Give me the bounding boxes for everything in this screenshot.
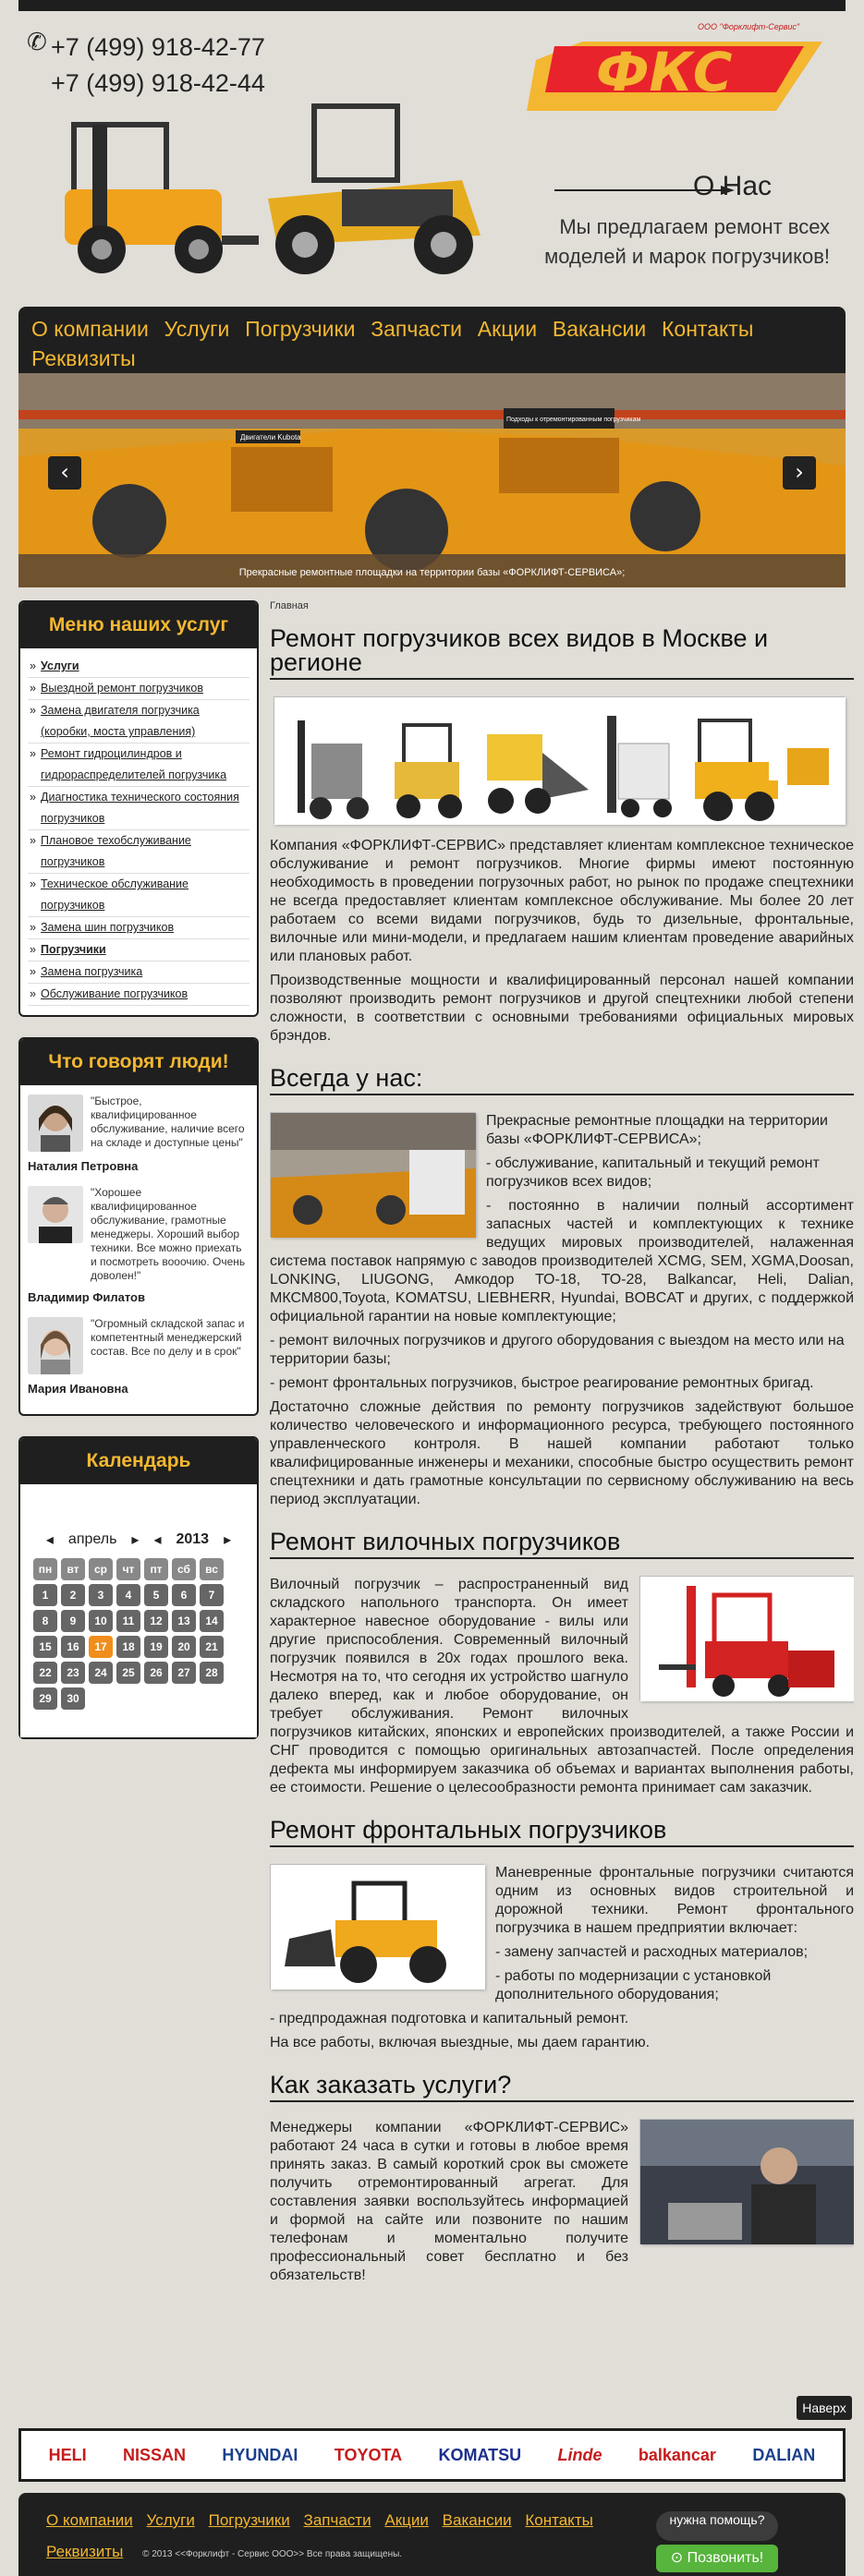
section-title-forklift: Ремонт вилочных погрузчиков — [270, 1530, 854, 1559]
phones — [27, 28, 265, 102]
breadcrumb[interactable]: Главная — [270, 600, 309, 611]
skype-icon: ⊙ — [670, 2550, 688, 2566]
calendar-day[interactable]: 20 — [172, 1636, 196, 1658]
menu-item-maintenance[interactable]: Техническое обслуживание погрузчиков — [41, 877, 189, 912]
front-loader-image — [270, 1864, 484, 1989]
weekday-label: ср — [89, 1558, 113, 1580]
calendar-day[interactable]: 22 — [33, 1662, 57, 1684]
hero-forklifts-image — [37, 97, 517, 277]
menu-item-tires[interactable]: Замена шин погрузчиков — [41, 921, 175, 934]
menu-item-field-repair[interactable]: Выездной ремонт погрузчиков — [41, 682, 203, 695]
menu-item-diagnostics[interactable]: Диагностика технического состояния погрузчиков — [41, 791, 239, 825]
review-author: Наталия Петровна — [28, 1159, 139, 1173]
page-title: Ремонт погрузчиков всех видов в Москве и регионе — [270, 626, 854, 680]
front-loader-item: - предпродажная подготовка и капитальный ремонт. — [270, 2011, 629, 2026]
order-paragraph: Менеджеры компании «ФОРКЛИФТ-СЕРВИС» работают 24 часа в сутки и готовы в любое время принять заказ. В самый короткий срок вы сможете получить отремонтированный агрегат. Для составления заявки воспользуйтесь информацией и формой на сайте или позвоните по нашим телефонам и моментально получите профессиональный совет бесплатно и без обязательств! — [270, 2120, 628, 2283]
calendar-title: Календарь — [20, 1438, 257, 1484]
calendar-day[interactable]: 8 — [33, 1610, 57, 1632]
brand-logo[interactable]: DALIAN — [752, 2445, 816, 2464]
top-bar — [18, 0, 846, 11]
forklift-paragraph: Вилочный погрузчик – распространенный вид складского напольного транспорта. Он имеет характерное навесное оборудование - вилы или другие приспособления. Современный вилочный погрузчик появился в 20х годах прошлого века. Несмотря на то, что сегодня их устройство шагнуло далеко вперед, как и любое оборудование, он требует обслуживания. Ремонт вилочных погрузчиков китайских, японских и европейских производителей, а также России и СНГ проводится с помощью оригинальных автозапчастей. После определения дефекта мы информируем заказчика об объемах и вариантах выполнения работы, ее стоимости. Решение о целесообразности ремонта принимает сам заказчик. — [270, 1577, 854, 1796]
menu-item-planned-maintenance[interactable]: Плановое техобслуживание погрузчиков — [41, 834, 191, 868]
tagline: Мы предлагаем ремонт всех моделей и марок погрузчиков! — [544, 215, 830, 268]
weekday-label: вт — [61, 1558, 85, 1580]
services-menu-title: Меню наших услуг — [20, 602, 257, 648]
brand-logo[interactable]: HYUNDAI — [222, 2445, 298, 2464]
review-author: Мария Ивановна — [28, 1382, 128, 1396]
main-content — [270, 600, 854, 2291]
calendar-box — [18, 1436, 259, 1739]
menu-item-services[interactable]: Услуги — [41, 659, 79, 672]
always-front-repair: - ремонт фронтальных погрузчиков, быстрое реагирование ремонтных бригад. — [270, 1375, 814, 1391]
forklift-image — [639, 1576, 854, 1700]
menu-item-engine-replace[interactable]: Замена двигателя погрузчика (коробки, моста управления) — [41, 704, 200, 738]
footer-link-parts[interactable]: Запчасти — [303, 2511, 371, 2529]
prev-month-icon[interactable]: ◂ — [45, 1532, 54, 1548]
nav-about[interactable]: О компании — [31, 317, 149, 341]
calendar-day[interactable]: 3 — [89, 1584, 113, 1606]
calendar-day[interactable]: 18 — [116, 1636, 140, 1658]
calendar-day[interactable]: 10 — [89, 1610, 113, 1632]
calendar-day[interactable]: 14 — [200, 1610, 224, 1632]
calendar-day[interactable]: 30 — [61, 1687, 85, 1710]
review-text: "Огромный складской запас и компетентный менеджерский состав. Все по делу и в срок" — [91, 1317, 245, 1358]
review-item — [28, 1094, 249, 1173]
calendar-day[interactable]: 25 — [116, 1662, 140, 1684]
phone-1[interactable]: +7 (499) 918-42-77 — [51, 33, 265, 61]
calendar-day[interactable]: 16 — [61, 1636, 85, 1658]
nav-promo[interactable]: Акции — [477, 317, 538, 341]
copyright: © 2013 <<Форклифт - Сервис ООО>> Все права защищены. — [142, 2549, 403, 2559]
calendar-year: 2013 — [176, 1531, 210, 1547]
review-text: "Хорошее квалифицированное обслуживание, грамотные менеджеры. Хороший выбор техники. Все можно приехать и посмотреть вооочию. Очень доволен!" — [91, 1186, 246, 1282]
footer-link-services[interactable]: Услуги — [146, 2511, 195, 2529]
calendar-day[interactable]: 9 — [61, 1610, 85, 1632]
calendar-day[interactable]: 7 — [200, 1584, 224, 1606]
phone-icon: ✆ — [27, 28, 47, 55]
weekday-label: сб — [172, 1558, 196, 1580]
footer-link-about[interactable]: О компании — [46, 2511, 133, 2529]
call-button-label: Позвонить! — [687, 2550, 764, 2566]
calendar-day[interactable]: 27 — [172, 1662, 196, 1684]
footer-link-promo[interactable]: Акции — [384, 2511, 429, 2529]
prev-year-icon[interactable]: ◂ — [153, 1532, 162, 1548]
always-summary: Достаточно сложные действия по ремонту погрузчиков задействуют большое количество человеческого и информационного ресурса, требующего постоянного управленческого контроля. В нашей компании работают только квалифицированные инженеры и механики, способные быстро осуществить ремонт спецтехники и дать грамотные консультации по сервисному обслуживанию на весь период эксплуатации. — [270, 1399, 854, 1507]
slider-prev-button[interactable]: ‹ — [48, 456, 81, 490]
weekday-label: чт — [116, 1558, 140, 1580]
footer-link-jobs[interactable]: Вакансии — [442, 2511, 512, 2529]
brand-logo[interactable]: balkancar — [638, 2445, 716, 2464]
next-month-icon[interactable]: ▸ — [131, 1532, 140, 1548]
help-button[interactable]: нужна помощь? — [656, 2511, 778, 2541]
calendar-day[interactable]: 19 — [144, 1636, 168, 1658]
weekday-label: вс — [200, 1558, 224, 1580]
front-loader-item: - замену запчастей и расходных материалов; — [495, 1944, 809, 1960]
front-loader-item: - работы по модернизации с установкой дополнительного оборудования; — [495, 1968, 772, 2002]
calendar-day[interactable]: 26 — [144, 1662, 168, 1684]
calendar-day[interactable]: 17 — [89, 1636, 113, 1658]
slider-image — [18, 373, 846, 587]
calendar-day[interactable]: 15 — [33, 1636, 57, 1658]
always-fork-repair: - ремонт вилочных погрузчиков и другого оборудования с выездом на место или на территории базы; — [270, 1333, 845, 1367]
brand-logo[interactable]: Linde — [557, 2445, 602, 2464]
calendar-day[interactable]: 21 — [200, 1636, 224, 1658]
intro-paragraph-2: Производственные мощности и квалифицированный персонал нашей компании позволяют производить ремонт погрузчиков и другой спецтехники любой степени сложности, в соответствии с основными требованиями официальных мировых брэндов. — [270, 973, 854, 1044]
calendar-day[interactable]: 29 — [33, 1687, 57, 1710]
workshop-image — [270, 1112, 475, 1237]
calendar-day[interactable]: 24 — [89, 1662, 113, 1684]
weekday-label: пн — [33, 1558, 57, 1580]
calendar-day[interactable]: 23 — [61, 1662, 85, 1684]
avatar — [28, 1186, 83, 1243]
footer-link-forklifts[interactable]: Погрузчики — [208, 2511, 290, 2529]
reviews-box — [18, 1037, 259, 1416]
nav-services[interactable]: Услуги — [164, 317, 230, 341]
about-title[interactable]: О Нас — [693, 171, 773, 201]
brands-strip — [18, 2428, 846, 2482]
menu-item-hydraulics[interactable]: Ремонт гидроцилиндров и гидрораспределителей погрузчика — [41, 747, 227, 781]
footer-link-contacts[interactable]: Контакты — [525, 2511, 593, 2529]
weekday-label: пт — [144, 1558, 168, 1580]
avatar — [28, 1094, 83, 1152]
services-menu — [18, 600, 259, 1017]
forklift-types-image — [274, 696, 845, 824]
menu-item-forklift-replace[interactable]: Замена погрузчика — [41, 965, 143, 978]
section-title-always: Всегда у нас: — [270, 1066, 854, 1095]
calendar-day[interactable]: 11 — [116, 1610, 140, 1632]
calendar-day[interactable]: 13 — [172, 1610, 196, 1632]
calendar-day[interactable]: 12 — [144, 1610, 168, 1632]
nav-parts[interactable]: Запчасти — [371, 317, 463, 341]
calendar-day[interactable]: 6 — [172, 1584, 196, 1606]
slider-next-button[interactable]: › — [783, 456, 816, 490]
always-service: - обслуживание, капитальный и текущий ремонт погрузчиков всех видов; — [486, 1155, 820, 1190]
review-text: "Быстрое, квалифицированное обслуживание, наличие всего на складе и доступные цены" — [91, 1094, 245, 1149]
company-logo[interactable] — [527, 18, 832, 120]
nav-forklifts[interactable]: Погрузчики — [245, 317, 356, 341]
manager-image — [639, 2119, 854, 2243]
menu-item-forklifts[interactable]: Погрузчики — [41, 943, 106, 956]
reviews-title: Что говорят люди! — [20, 1039, 257, 1085]
brand-logo[interactable]: NISSAN — [123, 2445, 187, 2464]
logo-company-name: ООО "Форклифт-Сервис" — [698, 22, 800, 31]
footer — [18, 2493, 846, 2576]
phone-2[interactable]: +7 (499) 918-42-44 — [51, 69, 265, 97]
brand-logo[interactable]: HELI — [48, 2445, 87, 2464]
front-loader-guarantee: На все работы, включая выездные, мы даем гарантию. — [270, 2035, 651, 2050]
scroll-to-top-button[interactable]: Наверх — [797, 2396, 852, 2420]
review-item — [28, 1317, 249, 1396]
review-item — [28, 1186, 249, 1304]
calendar-day[interactable]: 2 — [61, 1584, 85, 1606]
calendar-day[interactable]: 1 — [33, 1584, 57, 1606]
left-sidebar — [18, 600, 259, 1760]
nav-requisites[interactable]: Реквизиты — [31, 346, 136, 370]
calendar-day[interactable]: 28 — [200, 1662, 224, 1684]
nav-jobs[interactable]: Вакансии — [552, 317, 647, 341]
next-year-icon[interactable]: ▸ — [224, 1532, 232, 1548]
section-title-front-loader: Ремонт фронтальных погрузчиков — [270, 1818, 854, 1847]
review-author: Владимир Филатов — [28, 1290, 145, 1304]
calendar-day[interactable]: 4 — [116, 1584, 140, 1606]
always-base: Прекрасные ремонтные площадки на территории базы «ФОРКЛИФТ-СЕРВИСА»; — [486, 1113, 828, 1147]
call-button[interactable] — [656, 2545, 778, 2572]
slider-label-engines: Двигатели Kubota — [240, 433, 301, 441]
menu-item-forklift-service[interactable]: Обслуживание погрузчиков — [41, 987, 189, 1000]
calendar-day[interactable]: 5 — [144, 1584, 168, 1606]
intro-paragraph: Компания «ФОРКЛИФТ-СЕРВИС» представляет клиентам комплексное техническое обслуживание и ремонт погрузчиков. Многие фирмы имеют постоянную необходимость в проведении погрузочных работ, но рынок по продаже спецтехники не всегда предоставляет клиентам комплексное обслуживание. Мы более 20 лет работаем со всеми видами погрузчиков, будь то дизельные, фронтальные, вилочные или мини-модели, и предлагаем нашим клиентам проведение аварийных или плановых работ. — [270, 838, 854, 964]
always-parts: - постоянно в наличии полный ассортимент запасных частей и комплектующих к технике ведущих мировых производителей, налаженная система поставок напрямую с заводов производителей XCMG, SEM, XGMA,Doosan, LONKING, LIUGONG, Амкодор ТО-18, ТО-28, Balkancar, Heli, Dalian, МКСМ800,Toyota, KOMATSU, LIEBHERR, Hyundai, BOBCAT и других, с поддержкой официальной гарантии на новые комплектующие; — [270, 1198, 854, 1324]
calendar-month: апрель — [67, 1531, 117, 1547]
brand-logo[interactable]: KOMATSU — [438, 2445, 522, 2464]
main-nav — [18, 307, 846, 373]
nav-contacts[interactable]: Контакты — [662, 317, 754, 341]
slider-caption: Прекрасные ремонтные площадки на территории базы «ФОРКЛИФТ-СЕРВИСА»; — [238, 567, 626, 578]
image-slider — [18, 373, 846, 587]
brand-logo[interactable]: TOYOTA — [334, 2445, 403, 2464]
footer-link-requisites[interactable]: Реквизиты — [46, 2543, 124, 2560]
calendar-grid — [33, 1558, 244, 1710]
avatar — [28, 1317, 83, 1374]
slider-label-approaches: Подходы к отремонтированным погрузчикам — [506, 417, 641, 423]
section-title-order: Как заказать услуги? — [270, 2073, 854, 2102]
front-loader-intro: Маневренные фронтальные погрузчики считаются одним из основных видов строительной и дорожной техники. Ремонт фронтального погрузчика в нашем предприятии включает: — [495, 1865, 854, 1936]
logo-letters: ФКС — [596, 41, 733, 103]
